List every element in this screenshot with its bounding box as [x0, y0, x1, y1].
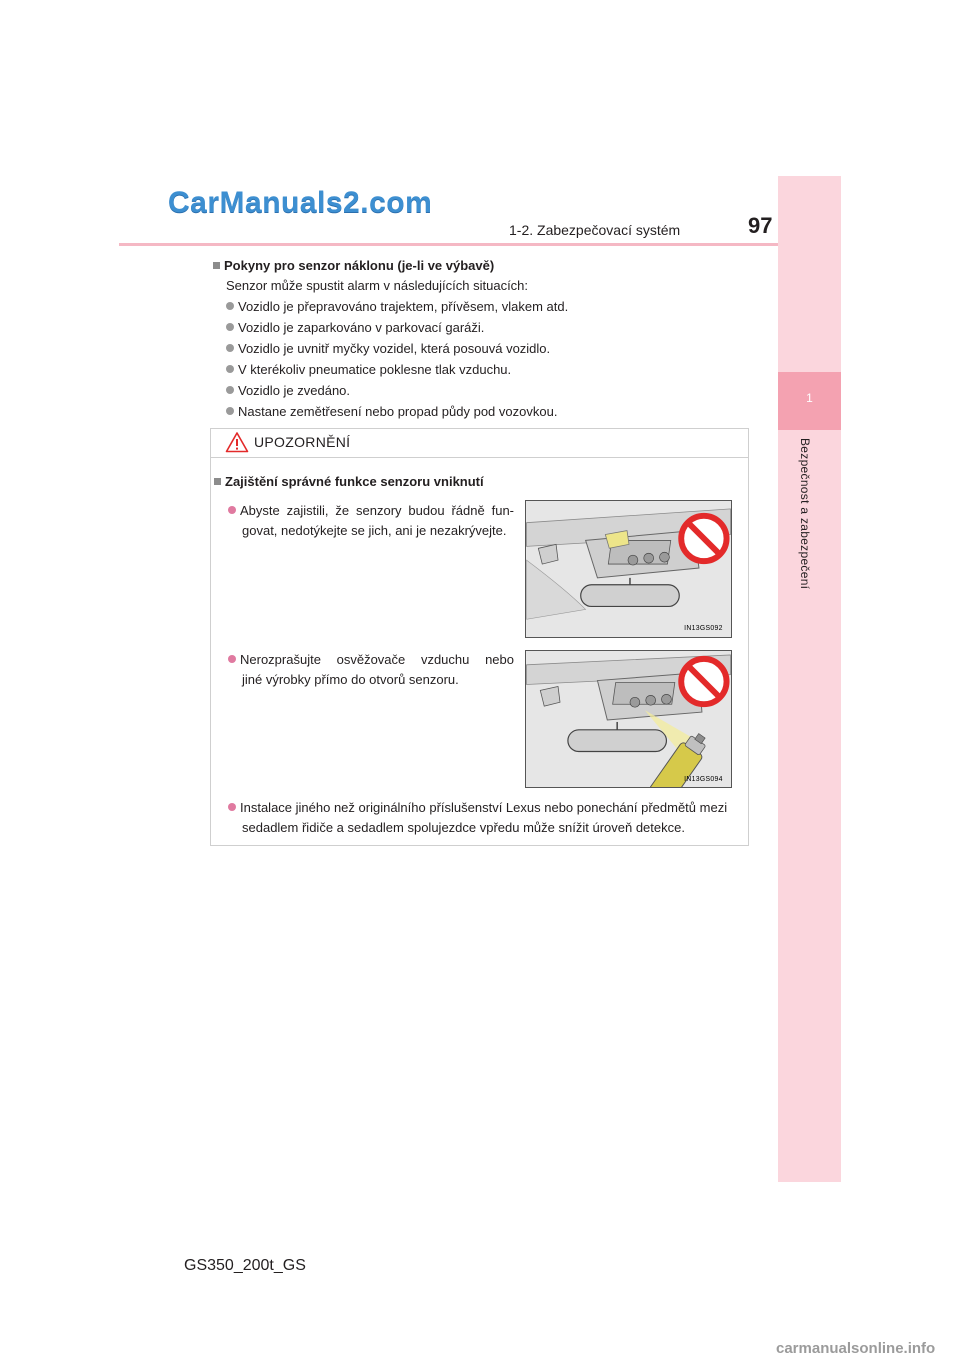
- bullet-icon: [228, 506, 236, 514]
- list-item: [226, 297, 568, 317]
- caution-label: UPOZORNĚNÍ: [254, 434, 351, 450]
- bullet-icon: [226, 407, 234, 415]
- square-bullet-icon: [214, 478, 221, 485]
- list-item-text: Vozidlo je přepravováno trajektem, přívěsem, vlakem atd.: [238, 299, 569, 314]
- bullet-icon: [226, 302, 234, 310]
- illustration-code: IN13GS092: [684, 625, 723, 633]
- bullet-icon: [228, 803, 236, 811]
- footer-model-code: GS350_200t_GS: [184, 1257, 306, 1274]
- tilt-sensor-heading: [213, 256, 494, 276]
- list-item-text: Nastane zemětřesení nebo propad půdy pod vozovkou.: [238, 404, 558, 419]
- caution-item: [228, 650, 514, 690]
- list-item: [226, 318, 484, 338]
- list-item: [226, 381, 350, 401]
- section-title: 1-2. Zabezpečovací systém: [509, 222, 681, 238]
- caution-item: [228, 501, 514, 541]
- page-number: 97: [748, 213, 773, 238]
- header-rule: [119, 243, 841, 246]
- bullet-icon: [226, 365, 234, 373]
- tilt-sensor-intro: Senzor může spustit alarm v následujících situacích:: [226, 278, 529, 293]
- tilt-sensor-heading-text: Pokyny pro senzor náklonu (je-li ve výbavě): [224, 258, 495, 273]
- intrusion-sensor-heading: [214, 472, 484, 492]
- list-item-text: Vozidlo je zaparkováno v parkovací garáži.: [238, 320, 485, 335]
- caution-item-text-line: Abyste zajistili, že senzory budou řádně fun-: [240, 503, 514, 518]
- bullet-icon: [228, 655, 236, 663]
- caution-item-text-line: Instalace jiného než originálního příslušenství Lexus nebo ponechání předmětů mezi: [240, 800, 728, 815]
- sensor-touch-illustration: [525, 500, 732, 638]
- side-strip: [778, 176, 841, 1182]
- side-tab-label: Bezpečnost a zabezpečení: [798, 438, 812, 590]
- side-tab-number: 1: [806, 391, 813, 405]
- bullet-icon: [226, 386, 234, 394]
- bullet-icon: [226, 344, 234, 352]
- list-item-text: Vozidlo je zvedáno.: [238, 383, 351, 398]
- list-item-text: V kterékoliv pneumatice poklesne tlak vzduchu.: [238, 362, 512, 377]
- intrusion-sensor-heading-text: Zajištění správné funkce senzoru vniknutí: [225, 474, 484, 489]
- caution-item-text-line: sedadlem řidiče a sedadlem spolujezdce vpředu může snížit úroveň detekce.: [242, 820, 685, 835]
- list-item-text: Vozidlo je uvnitř myčky vozidel, která posouvá vozidlo.: [238, 341, 551, 356]
- caution-item-text-line: govat, nedotýkejte se jich, ani je nezakrývejte.: [242, 523, 507, 538]
- caution-item: [228, 798, 744, 838]
- illustration-code: IN13GS094: [684, 776, 723, 784]
- bullet-icon: [226, 323, 234, 331]
- spray-prohibited-illustration: [525, 650, 732, 788]
- list-item: [226, 360, 511, 380]
- watermark-bottom: carmanualsonline.info: [776, 1340, 936, 1357]
- warning-triangle-icon: [225, 431, 249, 453]
- list-item: [226, 402, 557, 422]
- list-item: [226, 339, 550, 359]
- square-bullet-icon: [213, 262, 220, 269]
- caution-item-text-line: Nerozprašujte osvěžovače vzduchu nebo: [240, 652, 514, 667]
- watermark-logo: CarManuals2.com: [168, 186, 433, 219]
- caution-header-divider: [211, 457, 748, 458]
- caution-item-text-line: jiné výrobky přímo do otvorů senzoru.: [242, 672, 459, 687]
